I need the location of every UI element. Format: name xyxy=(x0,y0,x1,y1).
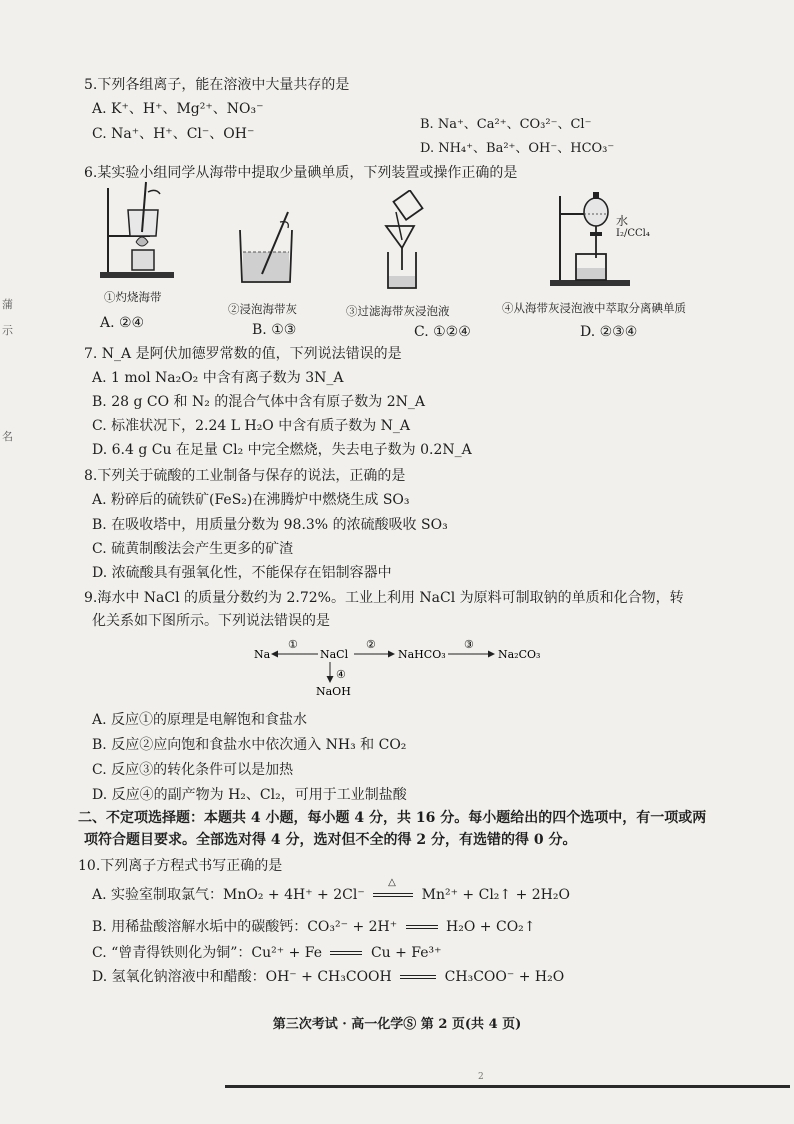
q9-option-c: C. 反应③的转化条件可以是加热 xyxy=(92,762,294,778)
q8-option-c: C. 硫黄制酸法会产生更多的矿渣 xyxy=(92,541,294,557)
q10-c-products: Cu + Fe³⁺ xyxy=(370,945,442,961)
q8-option-b: B. 在吸收塔中，用质量分数为 98.3% 的浓硫酸吸收 SO₃ xyxy=(92,517,448,533)
apparatus-caption-3: ③过滤海带灰浸泡液 xyxy=(346,304,450,318)
q5-option-c: C. Na⁺、H⁺、Cl⁻、OH⁻ xyxy=(92,126,255,142)
equals-sign xyxy=(406,925,438,929)
q6-option-c: C. ①②④ xyxy=(414,324,471,340)
q9-option-b: B. 反应②应向饱和食盐水中依次通入 NH₃ 和 CO₂ xyxy=(92,737,407,753)
apparatus-caption-4: ④从海带灰浸泡液中萃取分离碘单质 xyxy=(502,301,686,315)
q7-option-c: C. 标准状况下，2.24 L H₂O 中含有质子数为 N_A xyxy=(92,418,411,434)
q10-b-products: H₂O + CO₂↑ xyxy=(446,919,536,935)
q5-option-b: B. Na⁺、Ca²⁺、CO₃²⁻、Cl⁻ xyxy=(420,117,592,132)
q7-option-b: B. 28 g CO 和 N₂ 的混合气体中含有原子数为 2N_A xyxy=(92,394,425,410)
q9-option-a: A. 反应①的原理是电解饱和食盐水 xyxy=(92,712,308,728)
scheme-r3: ③ xyxy=(464,638,474,651)
scheme-naoh: NaOH xyxy=(316,685,351,698)
scheme-r4: ④ xyxy=(336,668,346,681)
page-footer: 第三次考试 · 高一化学Ⓢ 第 2 页(共 4 页) xyxy=(272,1017,522,1032)
q9-reaction-scheme xyxy=(250,632,560,702)
scheme-r1: ① xyxy=(288,638,298,651)
q7-stem: 7. N_A 是阿伏加德罗常数的值，下列说法错误的是 xyxy=(84,346,402,362)
scheme-nacl: NaCl xyxy=(320,648,349,661)
scheme-nahco3: NaHCO₃ xyxy=(398,648,446,661)
label-i2-ccl4: I₂/CCl₄ xyxy=(616,228,650,239)
q10-a-products: Mn²⁺ + Cl₂↑ + 2H₂O xyxy=(421,887,570,903)
edge-mark: 蒲 xyxy=(2,298,13,311)
bottom-rule xyxy=(225,1085,790,1088)
q10-d-products: CH₃COO⁻ + H₂O xyxy=(444,969,565,985)
q5-option-a: A. K⁺、H⁺、Mg²⁺、NO₃⁻ xyxy=(92,101,264,117)
heat-symbol: △ xyxy=(388,877,396,888)
q6-option-b: B. ①③ xyxy=(252,322,297,338)
q8-option-d: D. 浓硫酸具有强氧化性，不能保存在铝制容器中 xyxy=(92,565,392,581)
edge-mark: 名 xyxy=(2,430,13,443)
q7-option-a: A. 1 mol Na₂O₂ 中含有离子数为 3N_A xyxy=(92,370,344,386)
edge-mark: 示 xyxy=(2,324,13,337)
q10-stem: 10.下列离子方程式书写正确的是 xyxy=(78,858,283,874)
q7-option-d: D. 6.4 g Cu 在足量 Cl₂ 中完全燃烧，失去电子数为 0.2N_A xyxy=(92,442,472,458)
q5-stem: 5.下列各组离子，能在溶液中大量共存的是 xyxy=(84,77,350,93)
scheme-na2co3: Na₂CO₃ xyxy=(498,648,541,661)
scheme-na: Na xyxy=(254,648,271,661)
q5-option-d: D. NH₄⁺、Ba²⁺、OH⁻、HCO₃⁻ xyxy=(420,141,615,156)
equals-sign xyxy=(400,975,436,979)
q10-c-reactants: C. “曾青得铁则化为铜”：Cu²⁺ + Fe xyxy=(92,945,323,961)
q10-option-b xyxy=(92,918,536,936)
q10-option-c xyxy=(92,944,442,962)
apparatus-filtration xyxy=(376,190,436,295)
apparatus-caption-1: ①灼烧海带 xyxy=(104,290,162,304)
q6-stem: 6.某实验小组同学从海带中提取少量碘单质，下列装置或操作正确的是 xyxy=(84,165,518,181)
q9-stem-line2: 化关系如下图所示。下列说法错误的是 xyxy=(92,613,330,629)
q10-option-a xyxy=(92,877,570,904)
equals-sign xyxy=(330,951,362,955)
section2-instructions-line2: 项符合题目要求。全部选对得 4 分，选对但不全的得 2 分，有选错的得 0 分。 xyxy=(84,832,577,848)
label-water: 水 xyxy=(616,214,629,228)
q10-a-reactants: A. 实验室制取氯气：MnO₂ + 4H⁺ + 2Cl⁻ xyxy=(92,887,365,903)
q8-option-a: A. 粉碎后的硫铁矿(FeS₂)在沸腾炉中燃烧生成 SO₃ xyxy=(92,492,410,508)
q9-stem-line1: 9.海水中 NaCl 的质量分数约为 2.72%。工业上利用 NaCl 为原料可制取钠的单质和化合物，转 xyxy=(84,590,684,606)
q8-stem: 8.下列关于硫酸的工业制备与保存的说法，正确的是 xyxy=(84,468,406,484)
q6-option-d: D. ②③④ xyxy=(580,324,638,340)
apparatus-beaker-stirring xyxy=(232,208,302,288)
q9-option-d: D. 反应④的副产物为 H₂、Cl₂，可用于工业制盐酸 xyxy=(92,787,407,803)
q10-option-d xyxy=(92,968,564,986)
section2-instructions-line1: 二、不定项选择题：本题共 4 小题，每小题 4 分，共 16 分。每小题给出的四个选项中，有一项或两 xyxy=(78,810,707,826)
apparatus-separatory-funnel xyxy=(546,188,636,293)
q10-d-reactants: D. 氢氧化钠溶液中和醋酸：OH⁻ + CH₃COOH xyxy=(92,969,392,985)
q6-option-a: A. ②④ xyxy=(100,315,145,331)
scheme-r2: ② xyxy=(366,638,376,651)
apparatus-caption-2: ②浸泡海带灰 xyxy=(228,302,297,316)
page-mark: 2 xyxy=(478,1072,484,1082)
q10-b-reactants: B. 用稀盐酸溶解水垢中的碳酸钙：CO₃²⁻ + 2H⁺ xyxy=(92,919,398,935)
q10-a-equals-heat xyxy=(369,877,417,904)
apparatus-crucible-heating xyxy=(98,180,178,285)
